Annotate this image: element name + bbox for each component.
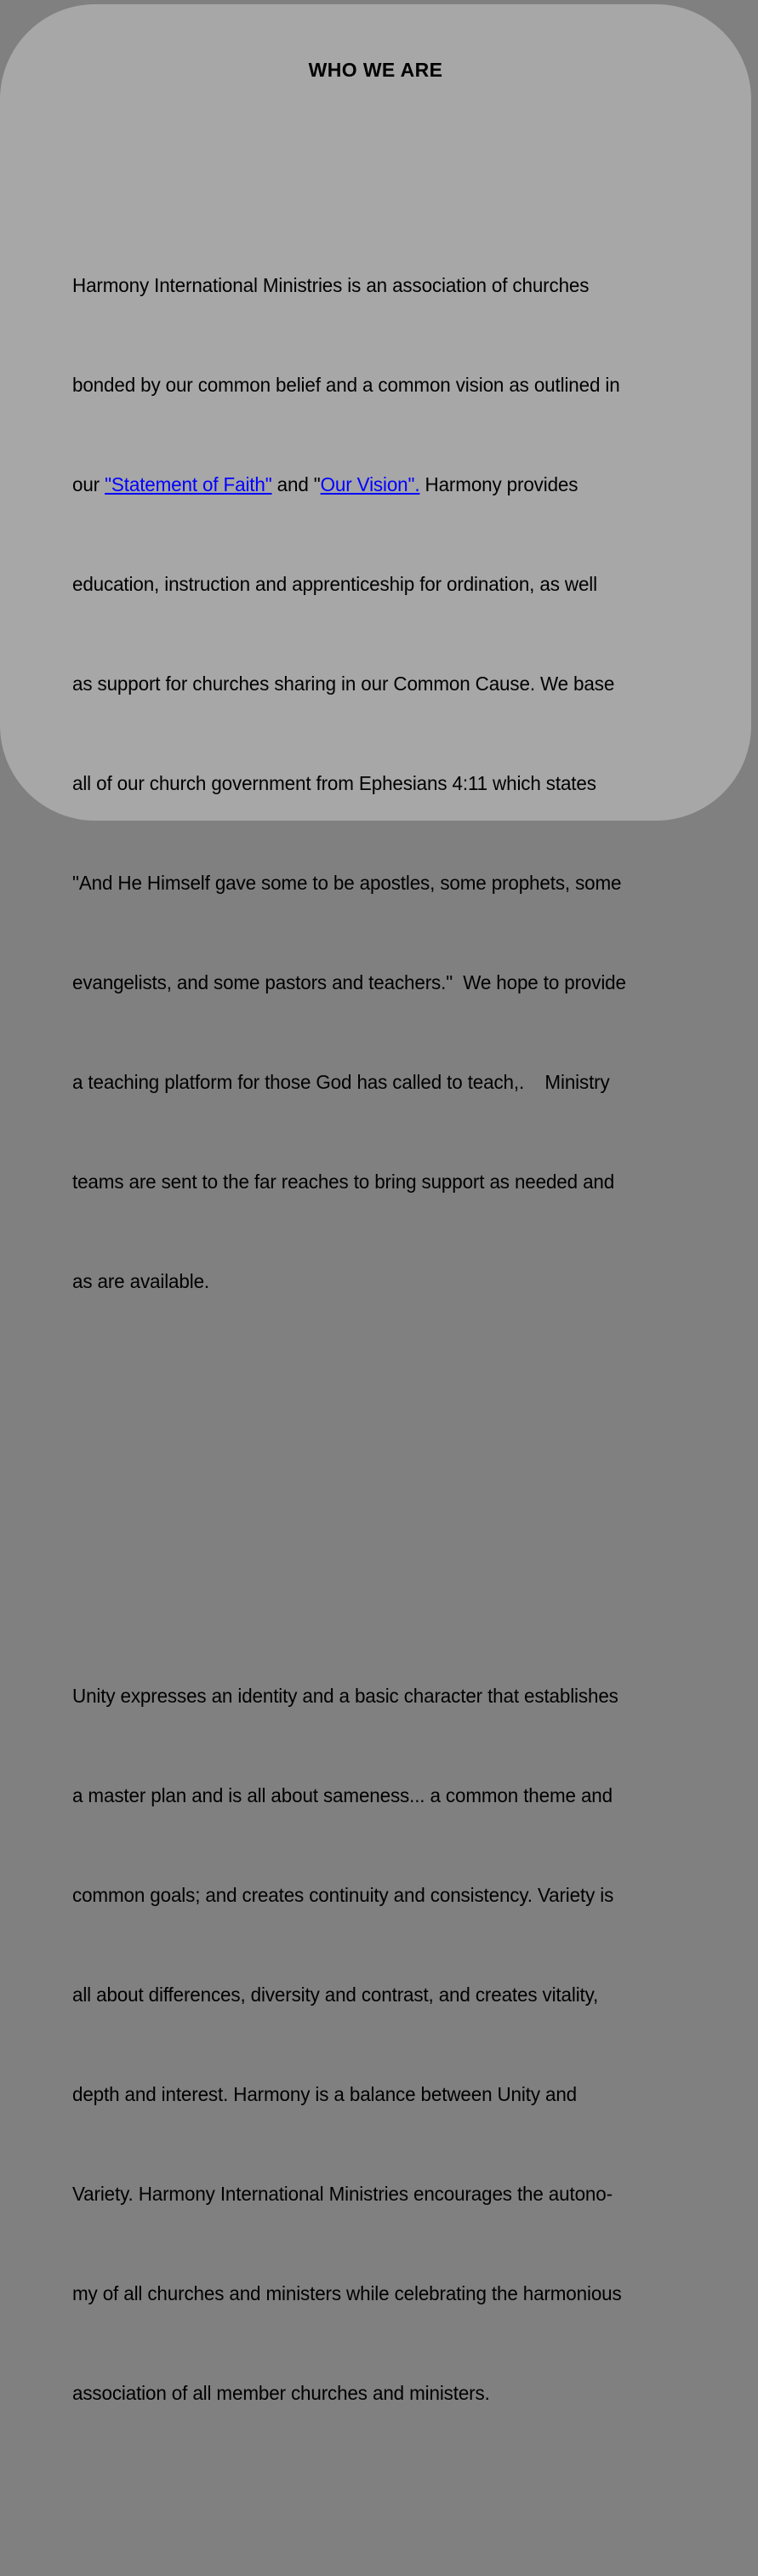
text-line: Unity expresses an identity and a basic character that establishes — [72, 1685, 618, 1707]
page-title: WHO WE ARE — [308, 59, 443, 81]
text-line: association of all member churches and ministers. — [72, 2382, 490, 2404]
paragraph-who-we-are — [72, 203, 690, 1365]
text-line: Harmony International Ministries is an association of churches — [72, 274, 590, 296]
text-line: all of our church government from Ephesians 4:11 which states — [72, 772, 596, 794]
text-fragment: and " — [271, 473, 321, 495]
text-line: common goals; and creates continuity and consistency. Variety is — [72, 1884, 614, 1906]
text-line: as support for churches sharing in our Common Cause. We base — [72, 673, 615, 695]
paragraph-unity-variety — [72, 1613, 690, 2476]
text-line: Variety. Harmony International Ministries encourages the autono- — [72, 2183, 613, 2205]
text-fragment: our — [72, 473, 105, 495]
text-line: education, instruction and apprenticeship for ordination, as well — [72, 573, 597, 595]
text-line: all about differences, diversity and contrast, and creates vitality, — [72, 1984, 599, 2006]
link-our-vision[interactable]: Our Vision". — [320, 473, 420, 495]
text-line: "And He Himself gave some to be apostles, some prophets, some — [72, 872, 622, 894]
paragraph-spacer — [72, 1464, 690, 1514]
text-fragment: Harmony provides — [419, 473, 578, 495]
text-line: as are available. — [72, 1270, 210, 1292]
link-statement-of-faith[interactable]: "Statement of Faith" — [105, 473, 272, 495]
text-line: depth and interest. Harmony is a balance between Unity and — [72, 2083, 578, 2105]
text-line: my of all churches and ministers while celebrating the harmonious — [72, 2282, 622, 2304]
text-line: bonded by our common belief and a common vision as outlined in — [72, 374, 620, 396]
text-line: teams are sent to the far reaches to bring support as needed and — [72, 1171, 615, 1193]
content-panel — [0, 4, 751, 2404]
text-line: a teaching platform for those God has called to teach,. Ministry — [72, 1071, 610, 1093]
body-copy — [72, 103, 690, 2576]
text-line: a master plan and is all about sameness... a common theme and — [72, 1784, 613, 1806]
text-line-with-links — [72, 468, 690, 501]
text-line: evangelists, and some pastors and teachers." We hope to provide — [72, 971, 626, 993]
